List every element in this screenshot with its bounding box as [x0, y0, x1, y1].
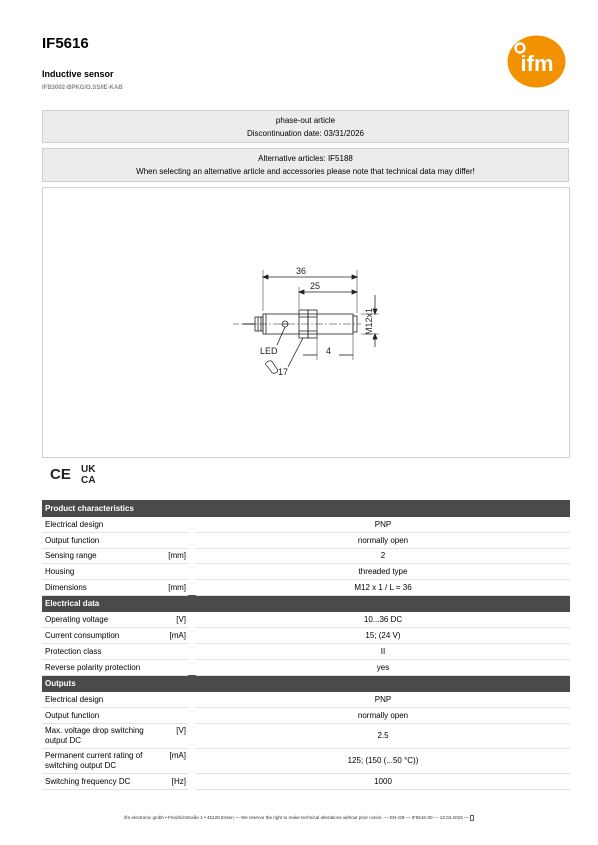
section-title: Outputs — [42, 675, 570, 692]
spec-label: Reverse polarity protection — [42, 659, 162, 675]
phase-out-text: phase-out article — [275, 116, 336, 125]
spec-label: Switching frequency DC — [42, 773, 162, 789]
wrench-size-label: 17 — [278, 367, 289, 377]
logo-text: ifm — [520, 51, 554, 76]
dimension-drawing-panel — [42, 187, 570, 458]
spec-row — [42, 564, 570, 580]
footer-icon — [470, 815, 474, 821]
spec-value: 125; (150 (...50 °C)) — [196, 748, 570, 773]
spec-value: normally open — [196, 532, 570, 548]
spec-unit: [V] — [162, 612, 188, 628]
dimension-drawing — [233, 265, 383, 385]
spec-unit — [162, 692, 188, 708]
spec-value: M12 x 1 / L = 36 — [196, 580, 570, 596]
spec-label: Permanent current rating of switching output DC — [42, 748, 162, 773]
spec-gap — [188, 707, 196, 723]
spec-value: 10...36 DC — [196, 612, 570, 628]
spec-value: normally open — [196, 707, 570, 723]
spec-table — [42, 500, 570, 790]
spec-unit: [Hz] — [162, 773, 188, 789]
page-footer — [0, 815, 598, 821]
spec-label: Output function — [42, 707, 162, 723]
spec-unit: [mm] — [162, 548, 188, 564]
footer-text: ifm electronic gmbh • Friedrichstraße 1 • 45128 Essen — We reserve the right to make technical alterations without prior notice. — EN-GB — IF5616-00 — 13.04.2023 — — [124, 815, 469, 821]
spec-label: Operating voltage — [42, 612, 162, 628]
phase-out-notice — [42, 110, 569, 143]
spec-gap — [188, 564, 196, 580]
spec-row — [42, 612, 570, 628]
spec-unit — [162, 517, 188, 533]
spec-value: PNP — [196, 692, 570, 708]
spec-row — [42, 517, 570, 533]
spec-label: Max. voltage drop switching output DC — [42, 723, 162, 748]
spec-row — [42, 659, 570, 675]
spec-unit: [V] — [162, 723, 188, 748]
spec-value: 2 — [196, 548, 570, 564]
spec-gap — [188, 532, 196, 548]
spec-gap — [188, 773, 196, 789]
spec-value: II — [196, 644, 570, 660]
spec-unit — [162, 564, 188, 580]
spec-unit — [162, 707, 188, 723]
ifm-logo — [507, 35, 566, 88]
product-title: IF5616 — [42, 35, 89, 52]
spec-value: 15; (24 V) — [196, 628, 570, 644]
spec-gap — [188, 548, 196, 564]
spec-label: Current consumption — [42, 628, 162, 644]
spec-row — [42, 748, 570, 773]
ukca-mark-top: UK — [81, 464, 96, 475]
spec-gap — [188, 580, 196, 596]
certification-marks — [48, 461, 108, 487]
spec-row — [42, 692, 570, 708]
spec-row — [42, 707, 570, 723]
dim-m12-label: M12x1 — [364, 307, 374, 335]
product-subtitle: Inductive sensor — [42, 69, 114, 79]
spec-unit: [mm] — [162, 580, 188, 596]
spec-row — [42, 628, 570, 644]
spec-body — [42, 500, 570, 789]
spec-row — [42, 548, 570, 564]
alternatives-text: Alternative articles: IF5188 — [258, 154, 353, 163]
spec-label: Protection class — [42, 644, 162, 660]
spec-value: 2.5 — [196, 723, 570, 748]
spec-row — [42, 773, 570, 789]
spec-value: threaded type — [196, 564, 570, 580]
ukca-mark-bottom: CA — [81, 475, 96, 486]
spec-gap — [188, 748, 196, 773]
spec-unit — [162, 644, 188, 660]
spec-label: Electrical design — [42, 517, 162, 533]
spec-gap — [188, 692, 196, 708]
spec-label: Output function — [42, 532, 162, 548]
dim-4-label: 4 — [326, 346, 332, 356]
spec-label: Electrical design — [42, 692, 162, 708]
section-header-product — [42, 500, 570, 517]
spec-gap — [188, 644, 196, 660]
spec-row — [42, 723, 570, 748]
spec-gap — [188, 517, 196, 533]
spec-row — [42, 532, 570, 548]
spec-label: Sensing range — [42, 548, 162, 564]
part-code: IFB3002-BPKG/O.SS/IE-KAB — [42, 85, 123, 91]
dim-36-label: 36 — [295, 266, 307, 276]
spec-unit: [mA] — [162, 628, 188, 644]
alternatives-note: When selecting an alternative article and accessories please note that technical data may differ! — [136, 167, 475, 176]
spec-value: yes — [196, 659, 570, 675]
spec-gap — [188, 628, 196, 644]
section-title: Electrical data — [42, 595, 570, 612]
spec-row — [42, 580, 570, 596]
spec-gap — [188, 723, 196, 748]
spec-gap — [188, 612, 196, 628]
spec-unit — [162, 532, 188, 548]
spec-value: PNP — [196, 517, 570, 533]
spec-row — [42, 644, 570, 660]
section-title: Product characteristics — [42, 500, 570, 517]
spec-gap — [188, 659, 196, 675]
spec-unit: [mA] — [162, 748, 188, 773]
spec-unit — [162, 659, 188, 675]
ce-mark-icon: CE — [50, 466, 71, 483]
discontinuation-date: Discontinuation date: 03/31/2026 — [247, 129, 364, 138]
spec-label: Housing — [42, 564, 162, 580]
spec-label: Dimensions — [42, 580, 162, 596]
section-header-outputs — [42, 675, 570, 692]
alternatives-notice — [42, 148, 569, 182]
dim-25-label: 25 — [309, 281, 321, 291]
spec-value: 1000 — [196, 773, 570, 789]
section-header-electrical — [42, 595, 570, 612]
led-label: LED — [260, 346, 278, 356]
